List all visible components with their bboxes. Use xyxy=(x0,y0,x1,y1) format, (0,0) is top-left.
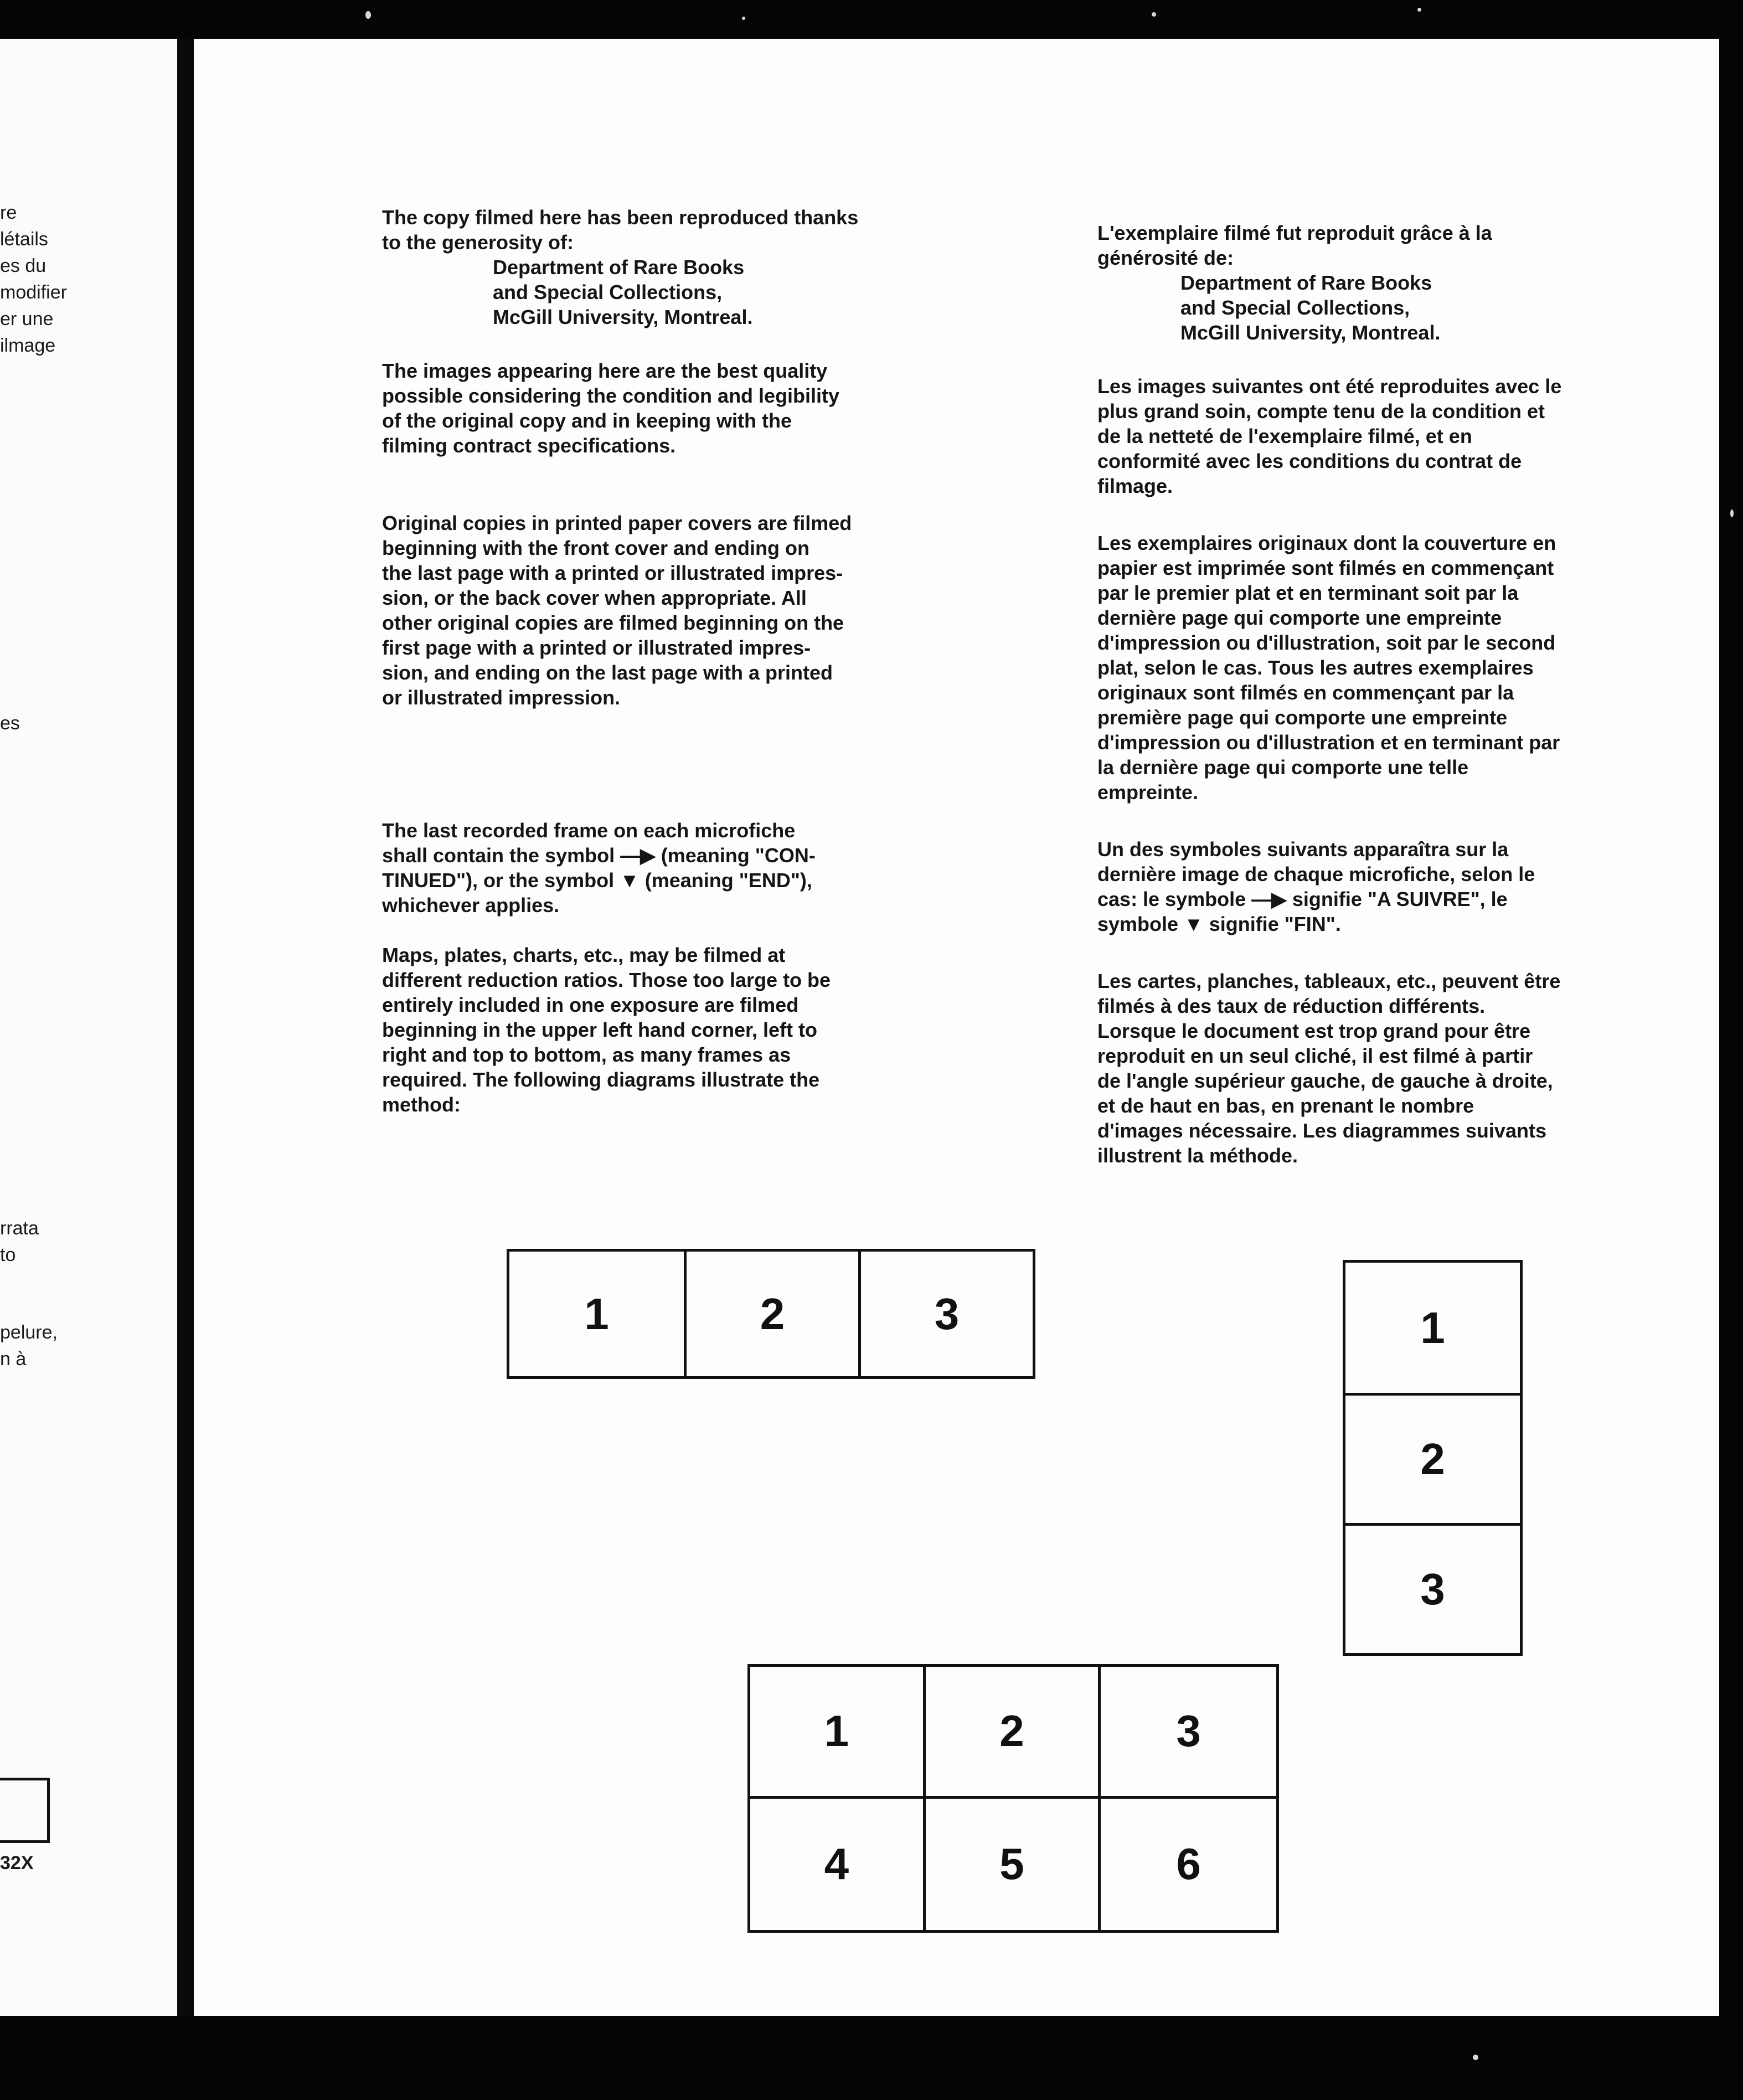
film-speck xyxy=(1152,12,1156,17)
frame-cell: 2 xyxy=(926,1667,1101,1799)
fragment-line: es xyxy=(0,713,20,734)
main-page xyxy=(194,39,1719,2016)
left-page-fragment xyxy=(0,39,177,2016)
diagram-column-three-frames xyxy=(1343,1260,1523,1656)
english-intro: The copy filmed here has been reproduced thanks to the generosity of: xyxy=(382,206,859,254)
fragment-box xyxy=(0,1778,50,1843)
french-quality: Les images suivantes ont été reproduites avec le plus grand soin, compte tenu de la condition et de la netteté de l'exemplaire filmé, et en conformité avec les conditions du contrat de filmage. xyxy=(1097,375,1562,497)
frame-cell: 1 xyxy=(584,1289,609,1339)
french-symbols: Un des symboles suivants apparaîtra sur la dernière image de chaque microfiche, selon le cas: le symbole —▶ signifie "A SUIVRE", le symbole ▼ signifie "FIN". xyxy=(1097,838,1535,935)
film-speck xyxy=(1417,8,1421,12)
frame-cell: 3 xyxy=(1345,1523,1520,1653)
fragment-line: er une xyxy=(0,308,54,330)
frame-cell: 6 xyxy=(1176,1839,1201,1889)
magnification-label: 32X xyxy=(0,1852,34,1873)
fragment-line: es du xyxy=(0,255,47,276)
french-originals: Les exemplaires originaux dont la couverture en papier est imprimée sont filmés en commençant par le premier plat et en terminant soit par la dernière page qui comporte une empreinte d'impression ou d'illustration, soit par le second plat, selon le cas. Tous les autres exemplaires originaux sont filmés en commençant par la première page qui comporte une empreinte d'impression ou d'illustration et en terminant par la dernière page qui comporte une telle empreinte. xyxy=(1097,532,1560,804)
film-speck xyxy=(1473,2055,1478,2060)
diagram-row-three-frames xyxy=(507,1249,1035,1379)
french-column xyxy=(1097,220,1706,1168)
frame-cell: 1 xyxy=(750,1667,926,1799)
film-speck xyxy=(1730,509,1734,517)
french-credit: Department of Rare Books and Special Collections, McGill University, Montreal. xyxy=(1180,271,1441,344)
fragment-line: to xyxy=(0,1244,16,1265)
french-intro: L'exemplaire filmé fut reproduit grâce à la générosité de: xyxy=(1097,222,1492,269)
frame-cell: 3 xyxy=(1101,1667,1276,1799)
frame-cell: 5 xyxy=(926,1799,1101,1931)
frame-cell: 3 xyxy=(858,1252,1033,1376)
english-symbols: The last recorded frame on each microfiche shall contain the symbol —▶ (meaning "CON- TINUED"), or the symbol ▼ (meaning "END"), whichever applies. xyxy=(382,819,816,917)
frame-cell: 1 xyxy=(1420,1303,1445,1352)
english-quality: The images appearing here are the best quality possible considering the condition and legibility of the original copy and in keeping with the filming contract specifications. xyxy=(382,359,840,457)
fragment-line: n à xyxy=(0,1348,27,1370)
frame-cell: 2 xyxy=(684,1252,858,1376)
english-column xyxy=(382,205,991,1117)
film-speck xyxy=(365,11,371,19)
film-speck xyxy=(742,17,745,20)
fragment-line: ilmage xyxy=(0,335,56,356)
frame-cell: 2 xyxy=(1345,1393,1520,1523)
french-maps: Les cartes, planches, tableaux, etc., peuvent être filmés à des taux de réduction différents. Lorsque le document est trop grand pour être reproduit en un seul cliché, il est filmé à partir de l'angle supérieur gauche, de gauche à droite, et de haut en bas, en prenant le nombre d'images nécessaire. Les diagrammes suivants illustrent la méthode. xyxy=(1097,970,1561,1167)
frame-cell: 4 xyxy=(750,1799,926,1931)
fragment-line: modifier xyxy=(0,282,67,303)
english-credit: Department of Rare Books and Special Collections, McGill University, Montreal. xyxy=(493,256,753,328)
fragment-line: létails xyxy=(0,229,48,250)
fragment-line: pelure, xyxy=(0,1322,58,1343)
fragment-line: re xyxy=(0,202,17,223)
english-originals: Original copies in printed paper covers are filmed beginning with the front cover and ending on the last page with a printed or illustrated impres- sion, or the back cover when appropriate. All other original copies are filmed beginning on the first page with a printed or illustrated impres- sion, and ending on the last page with a printed or illustrated impression. xyxy=(382,512,852,709)
diagram-grid-six-frames xyxy=(747,1664,1279,1933)
english-maps: Maps, plates, charts, etc., may be filmed at different reduction ratios. Those too large to be entirely included in one exposure are filmed beginning in the upper left hand corner, left to right and top to bottom, as many frames as required. The following diagrams illustrate the method: xyxy=(382,944,831,1116)
fragment-line: rrata xyxy=(0,1218,39,1239)
page-gutter xyxy=(177,39,194,2016)
